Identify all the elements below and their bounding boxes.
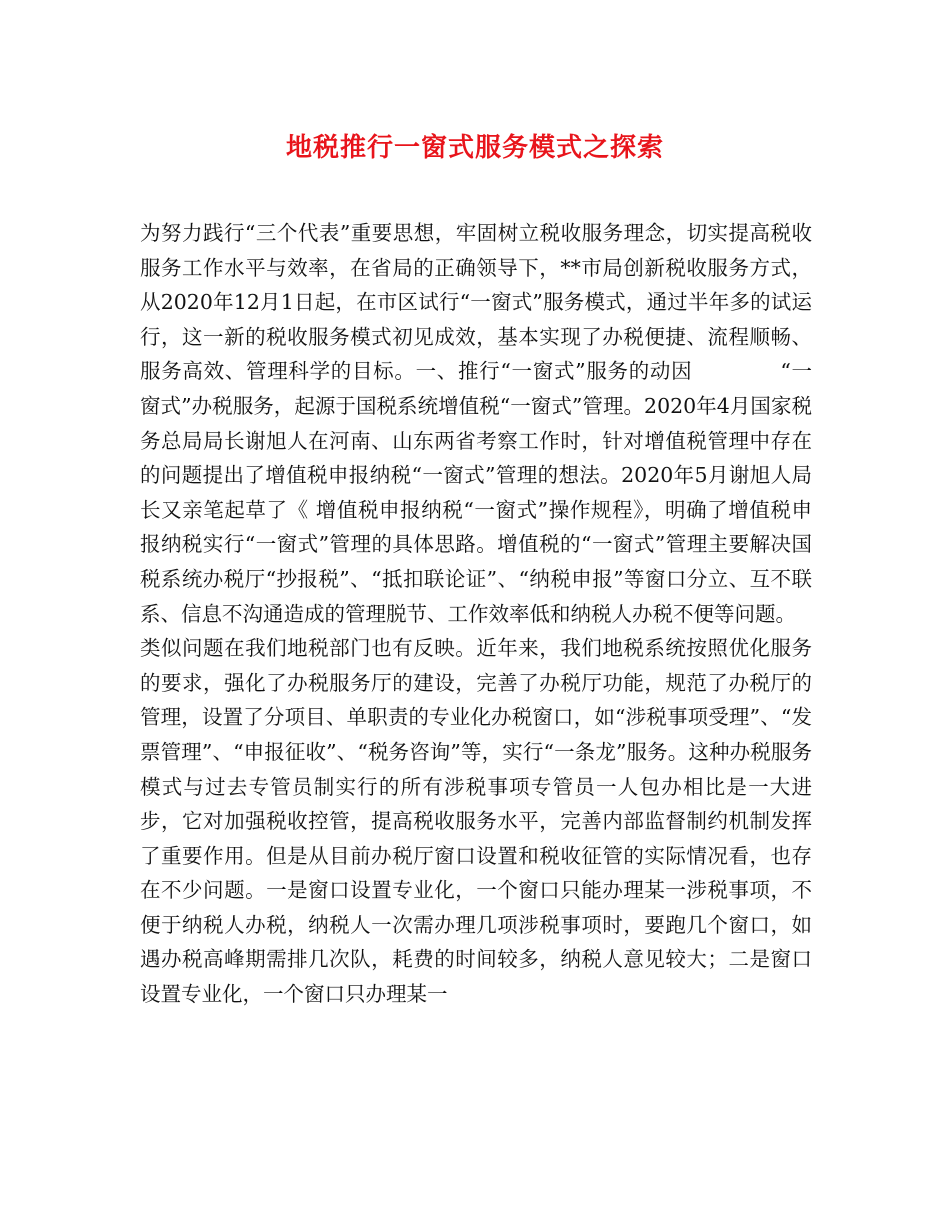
paragraph-1 [140,216,812,631]
paragraph-2: 类似问题在我们地税部门也有反映。近年来，我们地税系统按照优化服务的要求，强化了办税服务厅的建设，完善了办税厅功能，规范了办税厅的管理，设置了分项目、单职责的专业化办税窗口，如“涉税事项受理”、“发票管理”、“申报征收”、“税务咨询”等，实行“一条龙”服务。这种办税服务模式与过去专管员制实行的所有涉税事项专管员一人包办相比是一大进步，它对加强税收控管，提高税收服务水平，完善内部监督制约机制发挥了重要作用。但是从目前办税厅窗口设置和税收征管的实际情况看，也存在不少问题。一是窗口设置专业化，一个窗口只能办理某一涉税事项，不便于纳税人办税，纳税人一次需办理几项涉税事项时，要跑几个窗口，如遇办税高峰期需排几次队，耗费的时间较多，纳税人意见较大；二是窗口设置专业化，一个窗口只办理某一 [140,636,812,1007]
document-title: 地税推行一窗式服务模式之探索 [285,133,664,163]
paragraph-1-part-1: 为努力践行“三个代表”重要思想，牢固树立税收服务理念，切实提高税收服务工作水平与效率，在省局的正确领导下，**市局创新税收服务方式，从2020年12月1日起，在市区试行“一窗式”服务模式，通过半年多的试运行，这一新的税收服务模式初见成效，基本实现了办税便捷、流程顺畅、服务高效、管理科学的目标。一、推行“一窗式”服务的动因 [140,221,812,384]
document-body [140,216,812,1012]
paragraph-1-part-2: “一窗式”办税服务，起源于国税系统增值税“一窗式”管理。2020年4月国家税务总局局长谢旭人在河南、山东两省考察工作时，针对增值税管理中存在的问题提出了增值税申报纳税“一窗式”管理的想法。2020年5月谢旭人局长又亲笔起草了《 增值税申报纳税“一窗式”操作规程》，明确了增值税申报纳税实行“一窗式”管理的具体思路。增值税的“一窗式”管理主要解决国税系统办税厅“抄报税”、“抵扣联论证”、“纳税申报”等窗口分立、互不联系、信息不沟通造成的管理脱节、工作效率低和纳税人办税不便等问题。 [140,359,812,626]
